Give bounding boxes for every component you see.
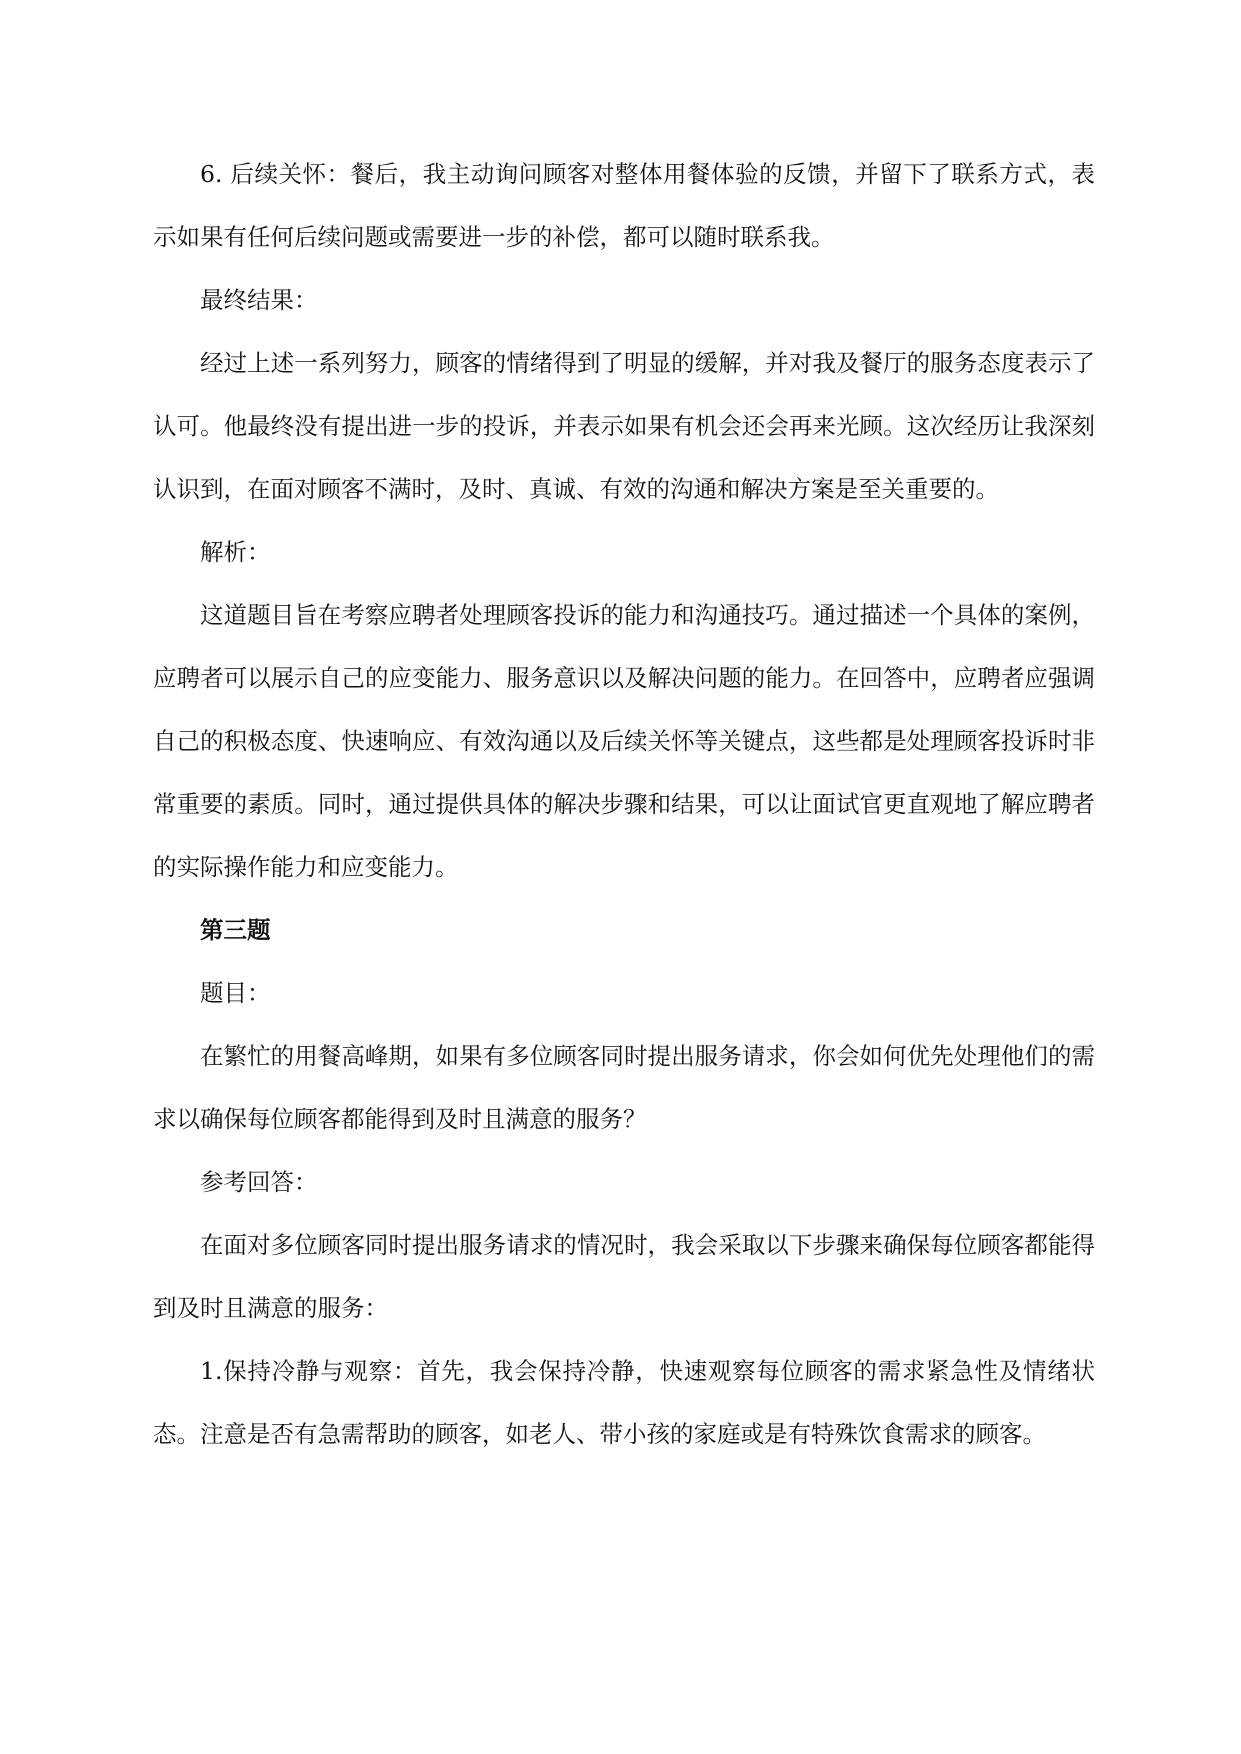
label-reference-answer: 参考回答： [200, 1168, 318, 1196]
paragraph-answer-step-1: 1.保持冷静与观察：首先，我会保持冷静，快速观察每位顾客的需求紧急性及情绪状态。注意是否有急需帮助的顾客，如老人、带小孩的家庭或是有特殊饮食需求的顾客。 [153, 1357, 1095, 1448]
section-heading-question-3: 第三题 [200, 916, 271, 944]
paragraph-answer-intro: 在面对多位顾客同时提出服务请求的情况时，我会采取以下步骤来确保每位顾客都能得到及时且满意的服务： [153, 1231, 1095, 1322]
page-body [153, 143, 1095, 1466]
label-question: 题目： [200, 979, 271, 1007]
label-analysis: 解析： [200, 538, 271, 566]
paragraph-follow-up-care: 6. 后续关怀：餐后，我主动询问顾客对整体用餐体验的反馈，并留下了联系方式，表示如果有任何后续问题或需要进一步的补偿，都可以随时联系我。 [153, 160, 1095, 251]
paragraph-final-result: 经过上述一系列努力，顾客的情绪得到了明显的缓解，并对我及餐厅的服务态度表示了认可。他最终没有提出进一步的投诉，并表示如果有机会还会再来光顾。这次经历让我深刻认识到，在面对顾客不满时，及时、真诚、有效的沟通和解决方案是至关重要的。 [153, 349, 1095, 503]
paragraph-question: 在繁忙的用餐高峰期，如果有多位顾客同时提出服务请求，你会如何优先处理他们的需求以确保每位顾客都能得到及时且满意的服务？ [153, 1042, 1095, 1133]
label-final-result: 最终结果： [200, 286, 318, 314]
paragraph-analysis: 这道题目旨在考察应聘者处理顾客投诉的能力和沟通技巧。通过描述一个具体的案例，应聘者可以展示自己的应变能力、服务意识以及解决问题的能力。在回答中，应聘者应强调自己的积极态度、快速响应、有效沟通以及后续关怀等关键点，这些都是处理顾客投诉时非常重要的素质。同时，通过提供具体的解决步骤和结果，可以让面试官更直观地了解应聘者的实际操作能力和应变能力。 [153, 601, 1095, 881]
